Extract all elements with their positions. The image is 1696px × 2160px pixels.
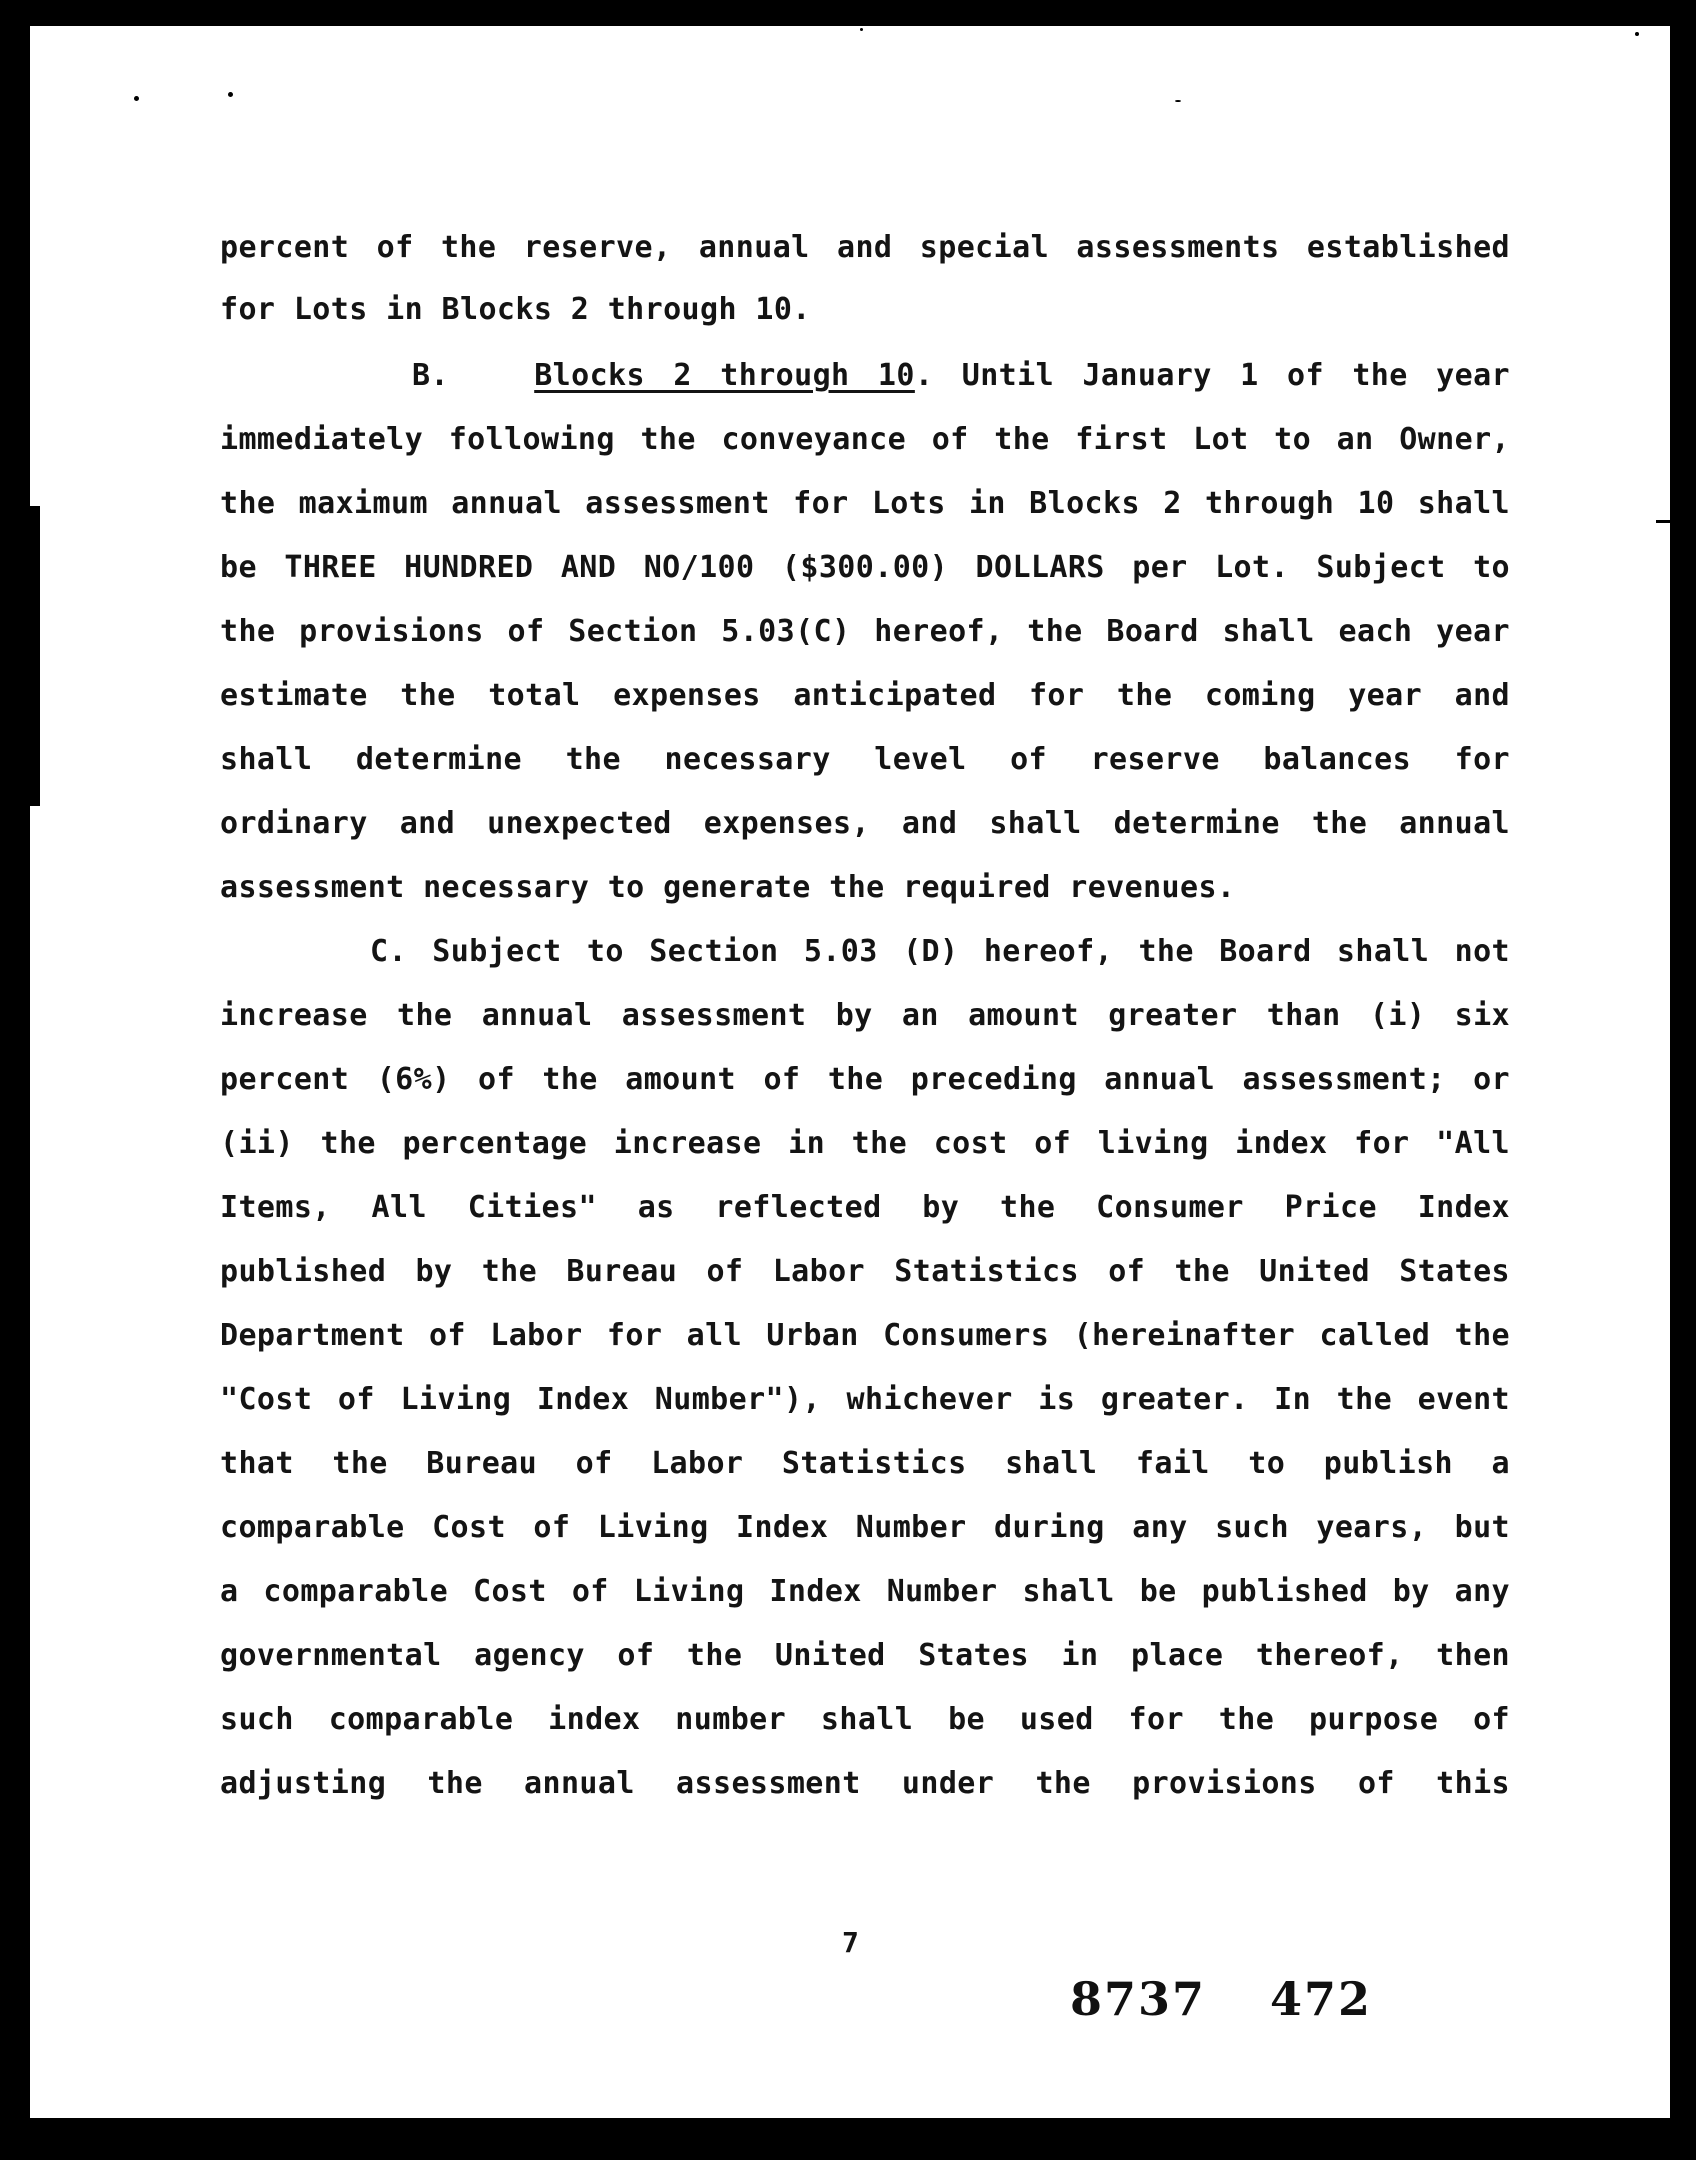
document-line: be THREE HUNDRED AND NO/100 ($300.00) DOLLARS per Lot. Subject to: [220, 550, 1510, 585]
scan-edge-mark: [30, 506, 40, 806]
document-line: Items, All Cities" as reflected by the Consumer Price Index: [220, 1190, 1510, 1225]
record-number-left: 8737: [1070, 1972, 1207, 2026]
scan-speck: [1635, 32, 1639, 36]
document-line: the provisions of Section 5.03(C) hereof, the Board shall each year: [220, 614, 1510, 649]
document-line: shall determine the necessary level of reserve balances for: [220, 742, 1510, 777]
document-line: estimate the total expenses anticipated for the coming year and: [220, 678, 1510, 713]
document-line: adjusting the annual assessment under the provisions of this: [220, 1766, 1510, 1801]
document-page: [30, 26, 1670, 2118]
document-line: assessment necessary to generate the required revenues.: [220, 870, 1236, 905]
scan-speck: [228, 92, 233, 97]
section-b-marker: B.: [412, 358, 449, 393]
record-number-right: 472: [1270, 1972, 1373, 2026]
document-line: comparable Cost of Living Index Number during any such years, but: [220, 1510, 1510, 1545]
document-line: published by the Bureau of Labor Statistics of the United States: [220, 1254, 1510, 1289]
document-line: "Cost of Living Index Number"), whichever is greater. In the event: [220, 1382, 1510, 1417]
scan-speck: [860, 28, 863, 31]
document-line: increase the annual assessment by an amount greater than (i) six: [220, 998, 1510, 1033]
section-b-text: . Until January 1 of the year: [914, 358, 1510, 393]
document-line: (ii) the percentage increase in the cost of living index for "All: [220, 1126, 1510, 1161]
document-line: percent of the reserve, annual and special assessments established: [220, 230, 1510, 265]
document-line: Department of Labor for all Urban Consumers (hereinafter called the: [220, 1318, 1510, 1353]
document-line: percent (6%) of the amount of the preceding annual assessment; or: [220, 1062, 1510, 1097]
document-line: a comparable Cost of Living Index Number shall be published by any: [220, 1574, 1510, 1609]
section-c-line: C. Subject to Section 5.03 (D) hereof, the Board shall not: [370, 934, 1510, 969]
document-line: governmental agency of the United States in place thereof, then: [220, 1638, 1510, 1673]
page-number: 7: [842, 1926, 859, 1959]
document-line: for Lots in Blocks 2 through 10.: [220, 292, 811, 327]
scan-speck: [1175, 100, 1181, 102]
section-b-heading: Blocks 2 through 10: [534, 358, 915, 393]
document-line: ordinary and unexpected expenses, and shall determine the annual: [220, 806, 1510, 841]
scan-edge-mark: [1656, 520, 1670, 523]
section-b-line: [412, 356, 1510, 396]
document-line: such comparable index number shall be used for the purpose of: [220, 1702, 1510, 1737]
document-line: immediately following the conveyance of the first Lot to an Owner,: [220, 422, 1510, 457]
document-line: the maximum annual assessment for Lots in Blocks 2 through 10 shall: [220, 486, 1510, 521]
document-line: that the Bureau of Labor Statistics shall fail to publish a: [220, 1446, 1510, 1481]
scan-speck: [134, 96, 139, 101]
